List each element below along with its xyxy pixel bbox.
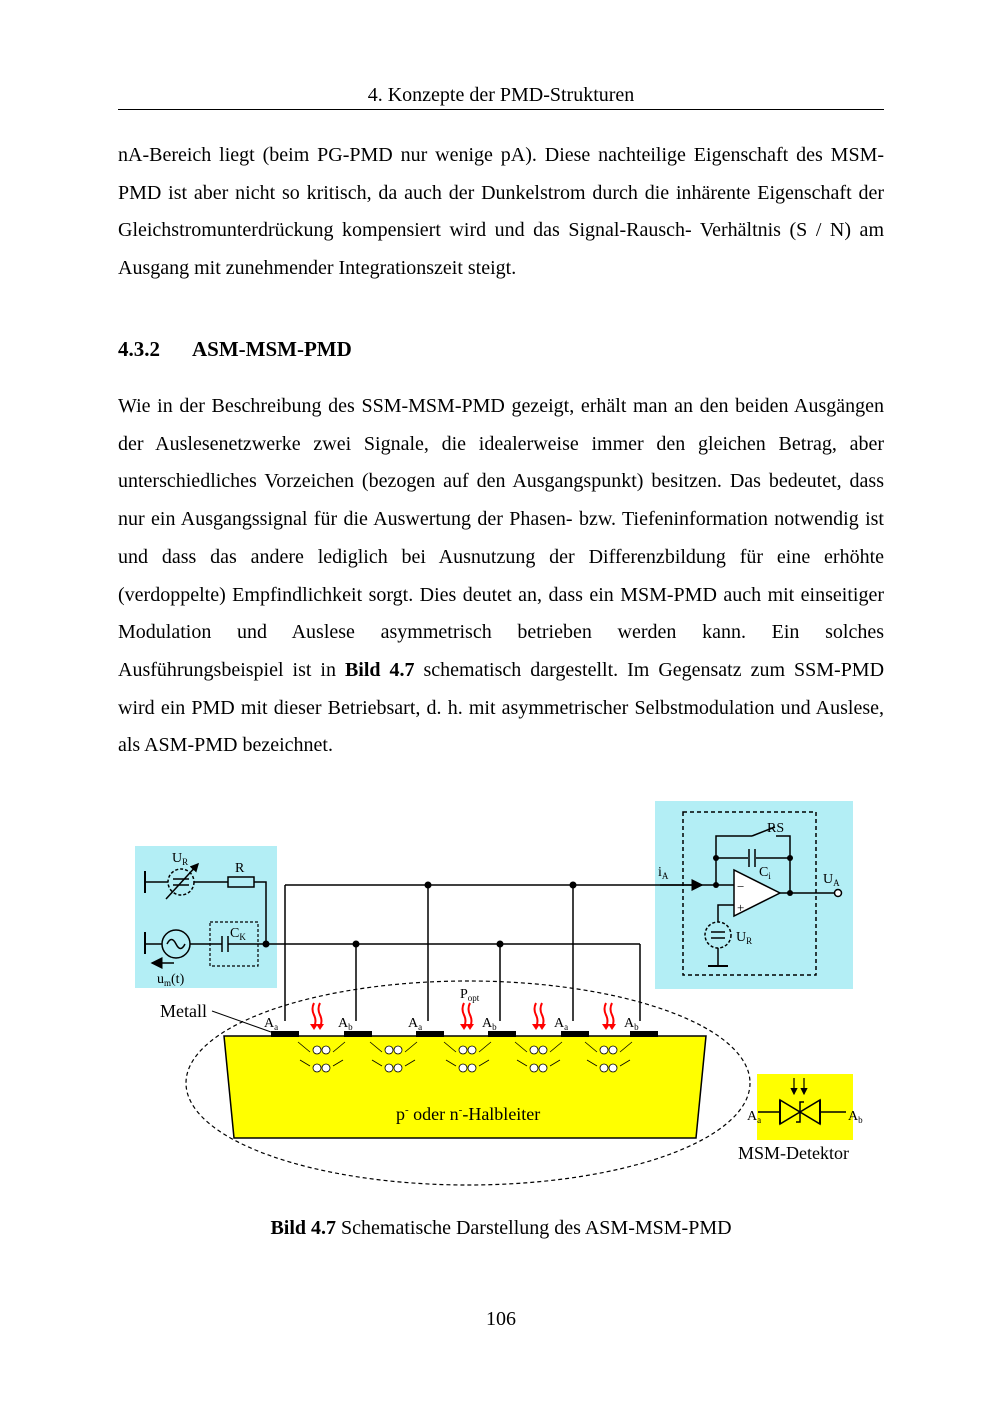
figure-schematic <box>130 798 870 1188</box>
text-line: Tiefeninformation notwendig ist und dass das andere lediglich bei Ausnutzung der <box>118 508 884 568</box>
label-msm-aa: $A_a$ <box>747 1109 762 1125</box>
node <box>353 941 360 948</box>
node <box>713 882 719 888</box>
node <box>263 941 270 948</box>
label-plus: + <box>737 900 745 915</box>
label-aa: $A_a$ <box>408 1016 423 1032</box>
section-number: 4.3.2 <box>118 337 160 361</box>
caption-label: Bild 4.7 <box>270 1217 337 1239</box>
label-ur: $U_R$ <box>172 851 189 867</box>
text-line: mit asymmetrischer Selbstmodulation und Auslese, als ASM-PMD bezeichnet. <box>118 696 884 757</box>
label-minus: − <box>737 879 745 894</box>
header-rule <box>118 109 884 110</box>
label-ck: $C_K$ <box>230 926 246 942</box>
node <box>425 882 432 889</box>
label-ab: $A_b$ <box>338 1016 353 1032</box>
label-aa: $A_a$ <box>554 1016 569 1032</box>
text-line: MSM-PMD ist aber nicht so kritisch, da auch der Dunkelstrom durch die inhärente <box>118 144 885 204</box>
text-line: Differenzbildung für eine erhöhte (verdoppelte) Empfindlichkeit sorgt. Dies deutet an, <box>118 545 885 606</box>
light-arrows <box>313 1003 614 1027</box>
paragraph-1 <box>118 137 884 288</box>
running-title: 4. Konzepte der PMD-Strukturen <box>367 84 635 106</box>
label-msm-detector: MSM-Detektor <box>738 1143 849 1163</box>
text-line: Wie in der Beschreibung des SSM-MSM-PMD gezeigt, erhält man an den beiden <box>118 395 789 417</box>
label-ia: $i_A$ <box>658 865 669 881</box>
figure-reference: Bild 4.7 <box>344 658 415 681</box>
label-semiconductor: p- oder n--Halbleiter <box>396 1104 541 1124</box>
figure-caption <box>118 1214 884 1242</box>
light-arrowheads <box>310 1024 616 1030</box>
label-aa: $A_a$ <box>264 1016 279 1032</box>
label-r: R <box>235 861 245 876</box>
node <box>570 882 577 889</box>
node <box>497 941 504 948</box>
label-metall: Metall <box>160 1001 207 1021</box>
node <box>787 855 793 861</box>
text-line: Eigenschaft der Gleichstromunterdrückung kompensiert wird und das Signal-Rausch- <box>118 181 885 242</box>
label-rs: RS <box>767 821 785 836</box>
section-title: ASM-MSM-PMD <box>192 337 352 361</box>
label-ci: $C_i$ <box>759 865 771 881</box>
wire <box>266 944 356 1021</box>
page-number: 106 <box>486 1308 516 1330</box>
figure-asm-msm-pmd <box>130 798 870 1188</box>
output-terminal <box>835 890 842 897</box>
paragraph-2 <box>118 388 884 765</box>
text-line: dass ein MSM-PMD auch mit einseitiger Modulation und Auslese asymmetrisch <box>118 583 884 644</box>
section-heading <box>118 335 352 363</box>
label-ab: $A_b$ <box>624 1016 639 1032</box>
msm-detector-panel <box>757 1074 853 1140</box>
metall-pointer <box>212 1011 271 1032</box>
label-ua: $U_A$ <box>823 872 840 888</box>
text-line: nA-Bereich liegt (beim PG-PMD nur wenige pA). Diese nachteilige Eigenschaft des <box>118 144 823 166</box>
text-line: betrieben werden kann. Ein solches Ausführungsbeispiel ist in <box>118 621 884 681</box>
text-line: schematisch <box>423 658 522 681</box>
label-ab: $A_b$ <box>482 1016 497 1032</box>
label-popt: $P_{opt}$ <box>460 987 480 1003</box>
label-ur-reference: $U_R$ <box>736 930 753 946</box>
text-line: Verhältnis (S / N) am Ausgang mit zunehmender Integrationszeit steigt. <box>118 219 884 280</box>
text-line: Das bedeutet, dass nur ein Ausgangssignal für die Auswertung der Phasen- bzw. <box>118 470 884 531</box>
text-line: Betrag, aber unterschiedliches Vorzeichen (bezogen auf den Ausgangspunkt) besitzen. <box>118 432 885 493</box>
label-um: $u_m(t)$ <box>157 972 185 988</box>
text-line: Ausgängen der Auslesenetzwerke zwei Signale, die idealerweise immer den gleichen <box>118 395 884 455</box>
modulation-panel <box>135 846 277 988</box>
text-line: dargestellt. Im Gegensatz zum SSM-PMD wird ein PMD mit dieser Betriebsart, d. h. <box>118 658 885 719</box>
node <box>713 855 719 861</box>
label-msm-ab: $A_b$ <box>848 1109 863 1125</box>
caption-text: Schematische Darstellung des ASM-MSM-PMD <box>336 1217 732 1239</box>
